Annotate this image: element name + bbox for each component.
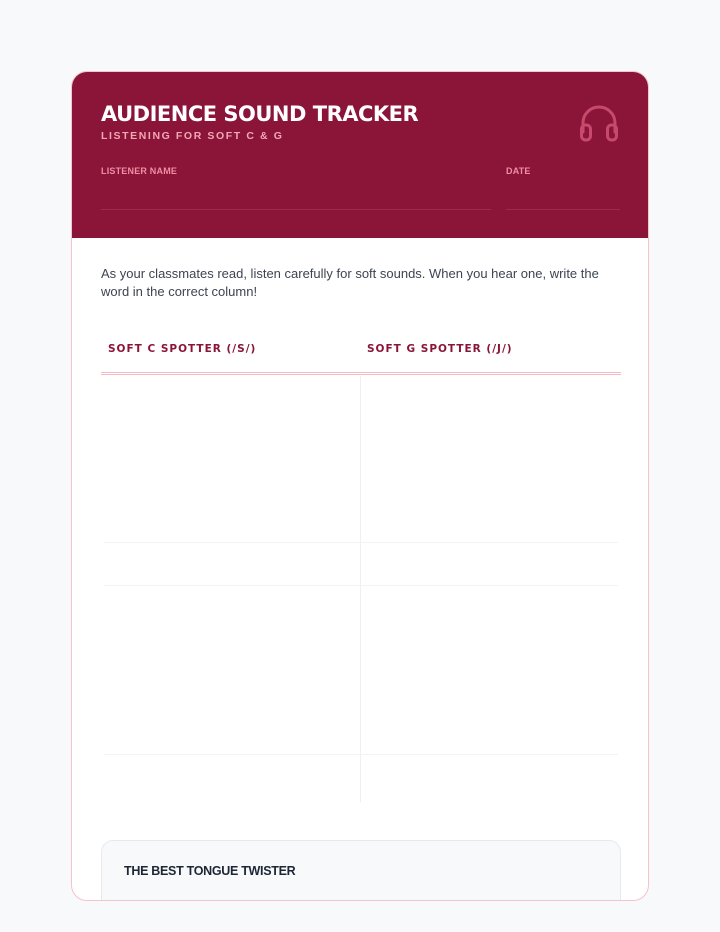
writing-line	[104, 754, 618, 755]
date-field[interactable]	[506, 209, 620, 210]
column-heading-divider	[101, 372, 621, 375]
tongue-twister-title: THE BEST TONGUE TWISTER	[124, 864, 296, 878]
listener-name-label: LISTENER NAME	[101, 166, 178, 176]
worksheet-title: AUDIENCE SOUND TRACKER	[101, 102, 419, 126]
headphones-icon	[579, 104, 619, 142]
soft-c-column-heading: SOFT C SPOTTER (/S/)	[108, 343, 257, 355]
tongue-twister-box	[101, 840, 621, 901]
instructions-text: As your classmates read, listen carefully for soft sounds. When you hear one, write the word in the correct column!	[101, 266, 599, 299]
writing-line	[104, 542, 618, 543]
writing-line	[104, 585, 618, 586]
listener-name-field[interactable]	[101, 209, 491, 210]
column-divider	[360, 376, 361, 802]
worksheet-subtitle: LISTENING FOR SOFT C & G	[101, 130, 284, 142]
soft-g-column-heading: SOFT G SPOTTER (/J/)	[367, 343, 513, 355]
worksheet-header	[72, 72, 648, 238]
date-label: DATE	[506, 166, 531, 176]
tracker-worksheet	[71, 71, 649, 901]
